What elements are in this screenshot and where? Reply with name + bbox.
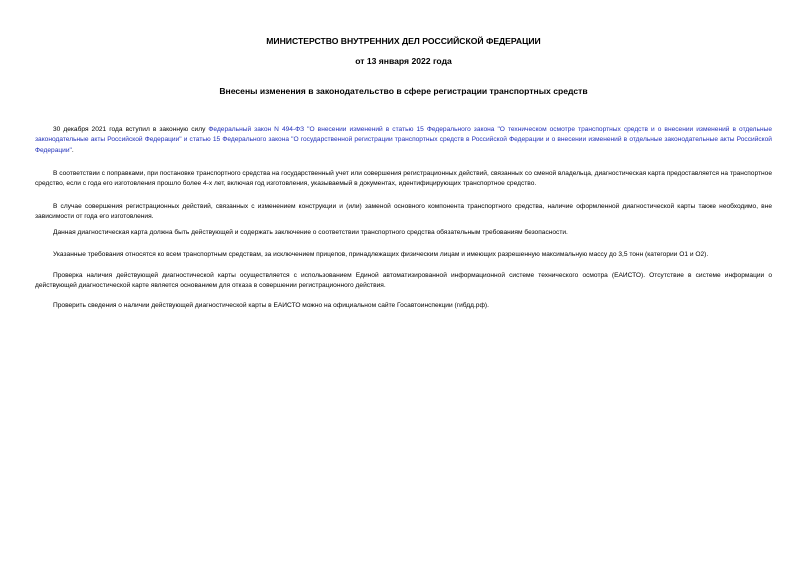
paragraph-check-online: Проверить сведения о наличии действующей диагностической карты в ЕАИСТО можно на официальном сайте Госавтоинспекции (гибдд.рф). [53, 302, 489, 309]
document-title: Внесены изменения в законодательство в сфере регистрации транспортных средств [219, 86, 588, 96]
ministry-heading: МИНИСТЕРСТВО ВНУТРЕННИХ ДЕЛ РОССИЙСКОЙ ФЕДЕРАЦИИ [266, 36, 541, 46]
paragraph-amendments: В соответствии с поправками, при постановке транспортного средства на государственный учет или совершения регистрационных действий, связанных со сменой владельца, диагностическая карта предоставляется на транспортное средство, если с года его изготовления прошло более 4-х лет, включая год изготовления, указываемый в документах, идентифицирующих транспортное средство. [35, 170, 772, 188]
paragraph-eaisto-check: Проверка наличия действующей диагностической карты осуществляется с использованием Единой автоматизированной информационной системе технического осмотра (ЕАИСТО). Отсутствие в системе информации о действующей диагностической карте является основанием для отказа в совершении регистрационного действия. [35, 272, 772, 290]
document-date: от 13 января 2022 года [355, 56, 452, 66]
paragraph-construction-change: В случае совершения регистрационных действий, связанных с изменением конструкции и (или) заменой основного компонента транспортного средства, наличие оформленной диагностической карты также необходимо, вне зависимости от года его изготовления. [35, 203, 772, 221]
federal-law-link[interactable]: Федеральный закон N 494-ФЗ "О внесении изменений в статью 15 Федерального закона "О техническом осмотре транспортных средств и о внесении изменений в отдельные законодательные акты Российской Федерации" и статью 15 Федерального закона "О государственной регистрации транспортных средств в Российской Федерации и о внесении изменений в отдельные законодательные акты Российской Федерации" [35, 126, 772, 154]
paragraph-card-validity: Данная диагностическая карта должна быть действующей и содержать заключение о соответствии транспортного средства обязательным требованиям безопасности. [53, 229, 568, 236]
paragraph-text-before-link: 30 декабря 2021 года вступил в законную силу [53, 126, 209, 133]
paragraph-text-after-link: . [71, 146, 74, 154]
paragraph-law-entry [35, 125, 772, 156]
paragraph-requirements-scope: Указанные требования относятся ко всем транспортным средствам, за исключением прицепов, принадлежащих физическим лицам и имеющих разрешенную максимальную массу до 3,5 тонн (категории О1 и О2). [53, 251, 709, 258]
